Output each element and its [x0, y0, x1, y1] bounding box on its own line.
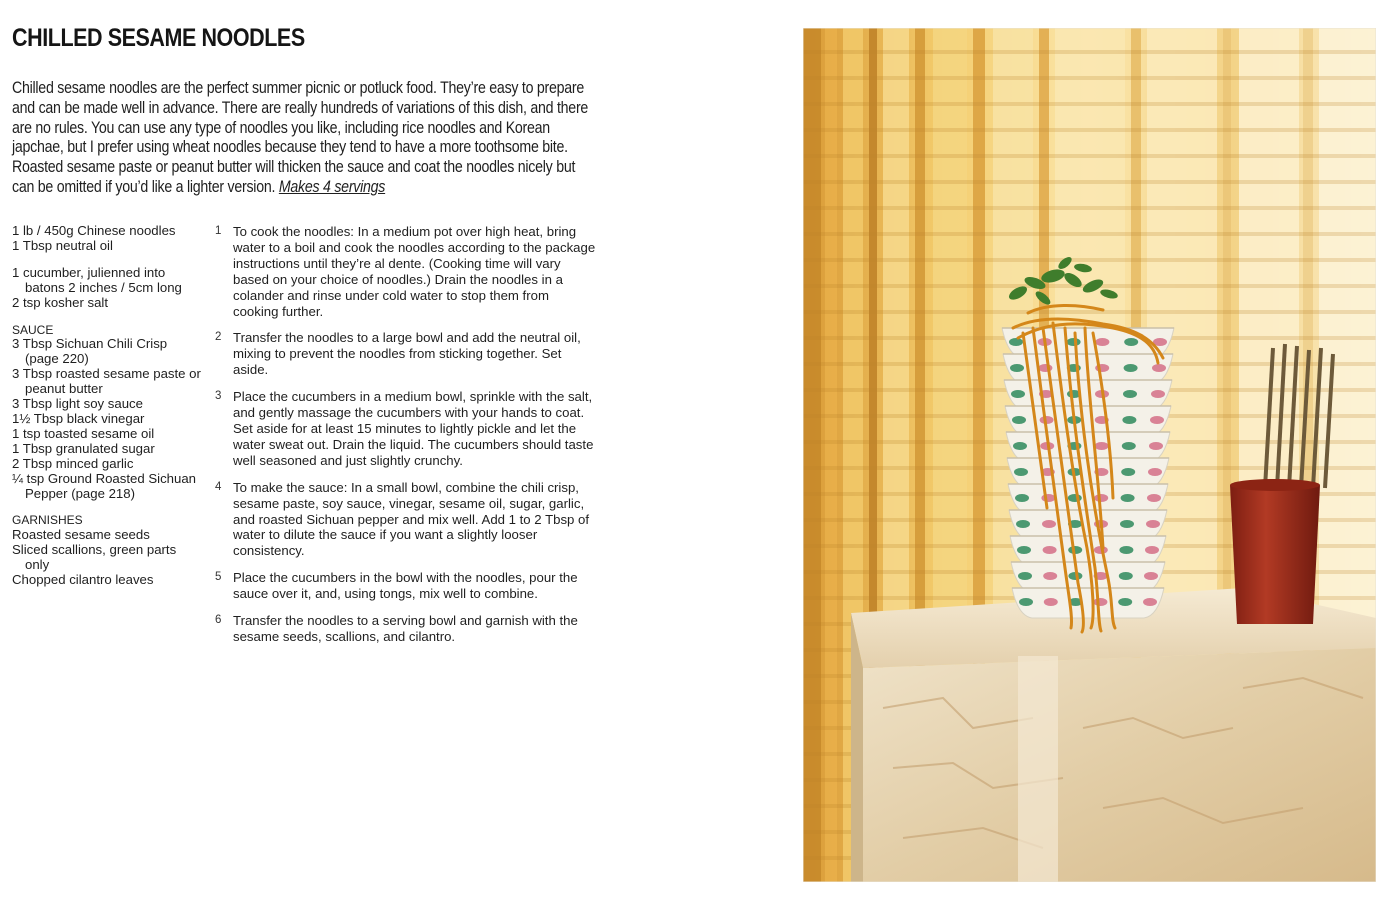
ingredient-group-heading: GARNISHES — [12, 513, 83, 528]
method-step — [215, 389, 597, 469]
ingredients-list — [12, 224, 202, 600]
bowl — [1012, 588, 1164, 618]
ingredient-item: 1 Tbsp neutral oil — [12, 237, 113, 253]
recipe-intro — [12, 79, 588, 198]
ingredient-item: 1 lb / 450g Chinese noodles — [12, 223, 176, 238]
ingredient-group — [12, 323, 202, 502]
ingredient-item: 1½ Tbsp black vinegar — [12, 410, 145, 426]
step-text: To make the sauce: In a small bowl, combine the chili crisp, sesame paste, soy sauce, vinegar, sesame oil, sugar, garlic, and roasted Sichuan pepper and mix well. Add 1 to 2 Tbsp of water to dilute the sauce if you want a slightly looser consistency. — [233, 479, 590, 559]
ingredient-item: 2 Tbsp minced garlic — [12, 455, 134, 471]
intro-text: Chilled sesame noodles are the perfect summer picnic or potluck food. They’re easy to prepare and can be made well in advance. There are really hundreds of variations of this dish, and there are no rules. You can use any type of noodles you like, including rice noodles and Korean japchae, but I prefer using wheat noodles because they tend to have a more toothsome bite. Roasted sesame paste or peanut butter will thicken the sauce and coat the noodles nicely but can be omitted if you’d like a lighter version. — [12, 79, 589, 196]
ingredient-group — [12, 224, 202, 254]
method-step — [215, 330, 597, 378]
ingredient-item: 3 Tbsp roasted sesame paste or peanut butter — [12, 366, 201, 397]
ingredient-item: 1 tsp toasted sesame oil — [12, 425, 155, 441]
step-number: 5 — [215, 571, 222, 584]
step-text: Transfer the noodles to a large bowl and add the neutral oil, mixing to prevent the noodles from sticking together. Set aside. — [233, 330, 581, 378]
ingredient-item: 1 Tbsp granulated sugar — [12, 440, 155, 456]
ingredient-item: Sliced scallions, green parts only — [12, 542, 177, 573]
method-step — [215, 613, 597, 645]
method-step — [215, 224, 597, 319]
ingredient-group — [12, 266, 202, 311]
step-number: 6 — [215, 614, 222, 627]
ingredient-item: 2 tsp kosher salt — [12, 294, 109, 310]
step-number: 4 — [215, 480, 222, 493]
ingredient-item: Chopped cilantro leaves — [12, 572, 154, 588]
ingredient-item: 3 Tbsp Sichuan Chili Crisp (page 220) — [12, 336, 168, 367]
ingredient-item: Roasted sesame seeds — [12, 527, 150, 543]
ingredient-group-heading: SAUCE — [12, 322, 54, 337]
method-steps — [215, 224, 597, 656]
pedestal-highlight — [1018, 656, 1058, 882]
recipe-title: CHILLED SESAME NOODLES — [12, 24, 305, 52]
ingredient-item: 1 cucumber, julienned into batons 2 inches / 5cm long — [12, 264, 182, 295]
step-number: 2 — [215, 331, 222, 344]
step-number: 3 — [215, 390, 222, 403]
ingredient-item: 3 Tbsp light soy sauce — [12, 396, 143, 412]
ingredient-group — [12, 513, 202, 588]
step-text: To cook the noodles: In a medium pot over high heat, bring water to a boil and cook the noodles according to the package instructions until they’re al dente. (Cooking time will vary based on your choice of noodles.) Drain the noodles in a colander and rinse under cold water to stop them from cooking further. — [233, 224, 596, 319]
yield-text: Makes 4 servings — [278, 177, 386, 196]
step-text: Place the cucumbers in the bowl with the noodles, pour the sauce over it, and, using tongs, mix well to combine. — [233, 570, 578, 602]
method-step — [215, 570, 597, 602]
step-text: Place the cucumbers in a medium bowl, sprinkle with the salt, and gently massage the cucumbers with your hands to coat. Set aside for at least 15 minutes to lightly pickle and let the water sweat out. Drain the liquid. The cucumbers should taste well seasoned and just slightly crunchy. — [233, 389, 594, 468]
step-text: Transfer the noodles to a serving bowl and garnish with the sesame seeds, scallions, and cilantro. — [233, 613, 578, 644]
photo-illustration — [803, 28, 1376, 882]
method-step — [215, 480, 597, 560]
noodle-photo — [803, 28, 1376, 882]
ingredient-item: ¼ tsp Ground Roasted Sichuan Pepper (page 218) — [12, 470, 197, 501]
red-cup — [1230, 479, 1320, 624]
step-number: 1 — [215, 225, 222, 237]
